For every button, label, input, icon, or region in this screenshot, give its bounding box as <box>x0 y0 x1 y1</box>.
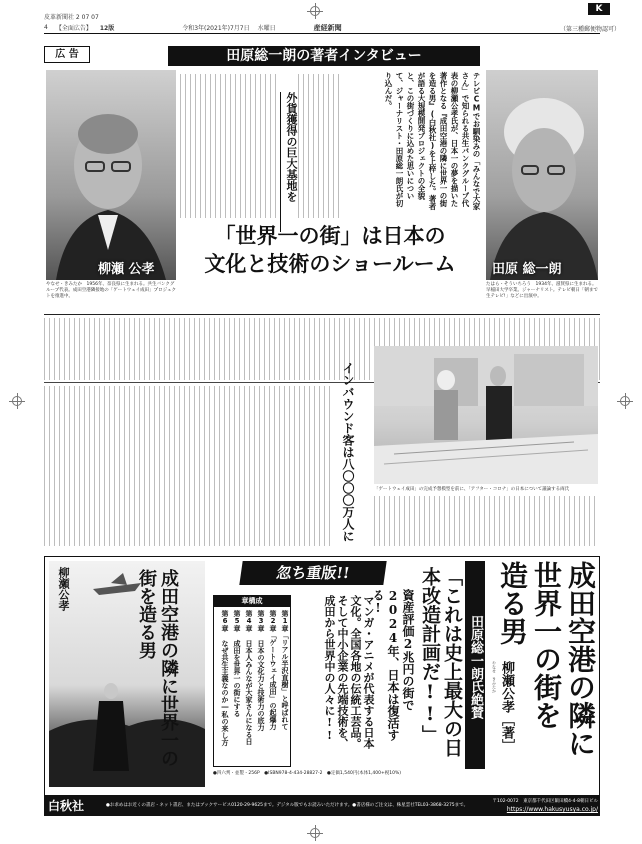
publisher-name: 白秋社 <box>48 799 85 813</box>
book-ad <box>44 556 600 796</box>
tahara-portrait-drawing <box>486 70 598 280</box>
header-top-right: （第三種郵便物認可） <box>560 26 621 33</box>
tahara-name: 田原 総一朗 <box>492 262 562 277</box>
divider <box>44 314 600 315</box>
photo-caption: 「ゲートウェイ成田」の完成予想模型を前に、「アフター・コロナ」の日本について議論する両氏 <box>374 487 570 492</box>
order-info: ●お求めはお近くの書店・ネット書店、またはブックサービス0120-29-9625まで。デジタル版でもお読みいただけます。●書店様のご注文は、株星雲社TEL03-3868-3275まで。 <box>106 803 469 808</box>
book-cover-drawing <box>49 561 205 787</box>
yanase-name: 柳瀬 公孝 <box>98 262 155 277</box>
ad-endorser: 田原総一朗氏絶賛 <box>465 561 485 769</box>
subhead-vertical: 外貨獲得の巨大基地を <box>280 92 299 232</box>
interview-title: 田原総一朗の著者インタビュー <box>168 46 480 66</box>
page-header-bar <box>44 22 600 34</box>
registration-mark-right <box>620 396 630 406</box>
chapter-list <box>216 610 290 764</box>
lead-text: テレビCMでお馴染みの「みんなで大家さん」で知られる共生バンクグループ代表の柳瀬公孝氏が、日本一の夢を描いた著作となる『成田空港の隣に世界一の街を造る男』(白秋社)を上梓した。著者が語る大規模開発プロジェクトの全貌と、この街づくりに込めた思いについて、ジャーナリスト・田原総一朗氏が切り込んだ。 <box>384 72 481 210</box>
chapter-item: 第6章 なぜ共生主義なのか―私の来し方 <box>221 610 229 746</box>
ad-quote: 「これは史上最大の日本改造計画だ!!」 <box>419 567 463 757</box>
reprint-banner: 忽ち重版!! <box>239 561 386 585</box>
ad-pitch-1: 資産評価2兆円の街で2024年、日本は復活する! <box>371 589 415 741</box>
model-photo <box>374 346 598 484</box>
interview-article <box>44 46 600 552</box>
body-column-block <box>180 74 276 218</box>
page-weekday: 水曜日 <box>257 25 276 32</box>
publisher-url[interactable]: https://www.hakusyusya.co.jp/ <box>506 806 598 813</box>
main-headline-line-2: 文化と技術のショールーム <box>204 251 456 276</box>
main-headline <box>180 222 480 278</box>
ad-pitch-2: マンガ・アニメが代表する日本文化。全国各地の伝統工芸品。そして中小企業の先端技術を、成田から世界中の人々に!! <box>323 595 375 749</box>
ad-author-ruby: やなせ きみたか <box>492 661 497 693</box>
ad-specs: ●四六判・並製・256P ●ISBN978-4-434-28827-2 ●定価1,540円(本体1,400+税10%) <box>213 771 401 776</box>
body-lower-right <box>374 496 598 546</box>
ad-footer <box>44 796 600 816</box>
ad-big-title-line-1: 成田空港の隣に <box>564 561 597 757</box>
header-top-left: 皮革新聞社 2 07 07 <box>44 14 99 21</box>
tahara-portrait <box>486 70 598 280</box>
inbound-heading: インバウンド客は八〇〇〇万人に <box>341 362 355 542</box>
chapter-item: 第1章「リアル半沢直樹」と呼ばれて <box>281 610 289 730</box>
ad-author-credit: 柳瀬公孝［著］ <box>499 661 514 752</box>
registration-mark-bottom <box>310 828 320 838</box>
chapter-item: 第2章「ゲートウェイ成田」の起爆力 <box>269 610 277 730</box>
page-edition: 12版 <box>99 25 115 32</box>
ad-big-title-line-2: 世界一の街を <box>530 561 563 729</box>
cover-title: 成田空港の隣に世界一の街を造る男 <box>136 569 179 767</box>
contents-box <box>213 595 291 767</box>
main-headline-line-1: 「世界一の街」は日本の <box>214 223 446 248</box>
page-number: 4 <box>44 24 48 31</box>
ad-big-title-line-3: 造る男 <box>496 561 529 645</box>
book-cover <box>49 561 205 787</box>
corner-mark: K <box>588 3 610 15</box>
registration-mark-top <box>310 6 320 16</box>
tahara-caption: たはら・そういちろう 1934年、滋賀県に生まれる。早稲田大学卒業。ジャーナリスト。テレビ朝日「朝まで生テレビ!」などに出演中。 <box>486 282 598 299</box>
body-lower-left <box>44 386 334 546</box>
page-section: 【全面広告】 <box>55 25 92 32</box>
registration-mark-left <box>12 396 22 406</box>
contents-label: 章構成 <box>214 596 290 607</box>
chapter-item: 第5章 成田を世界一の街にする <box>233 610 241 717</box>
model-photo-drawing <box>374 346 598 484</box>
ad-label: 広 告 <box>44 46 90 63</box>
yanase-portrait-drawing <box>46 70 176 280</box>
chapter-item: 第3章 日本の文化力と技術力の底力 <box>257 610 265 731</box>
chapter-item: 第4章 日本人みんなが大家さんになる日 <box>245 610 253 745</box>
cover-author: 柳瀬公孝 <box>57 567 70 611</box>
page-date: 令和3年(2021年)7月7日 <box>182 25 250 32</box>
publisher-address: 〒102-0072 東京都千代田区飯田橋4-4-8朝日ビル <box>492 799 598 804</box>
paper-name: 産経新聞 <box>313 22 342 32</box>
body-column-block <box>298 74 340 218</box>
yanase-caption: やなせ・きみたか 1956年、奈良県に生まれる。共生バンクグループ代表。成田空港隣接地の「ゲートウェイ成田」プロジェクトを推進中。 <box>46 282 177 299</box>
yanase-portrait <box>46 70 176 280</box>
